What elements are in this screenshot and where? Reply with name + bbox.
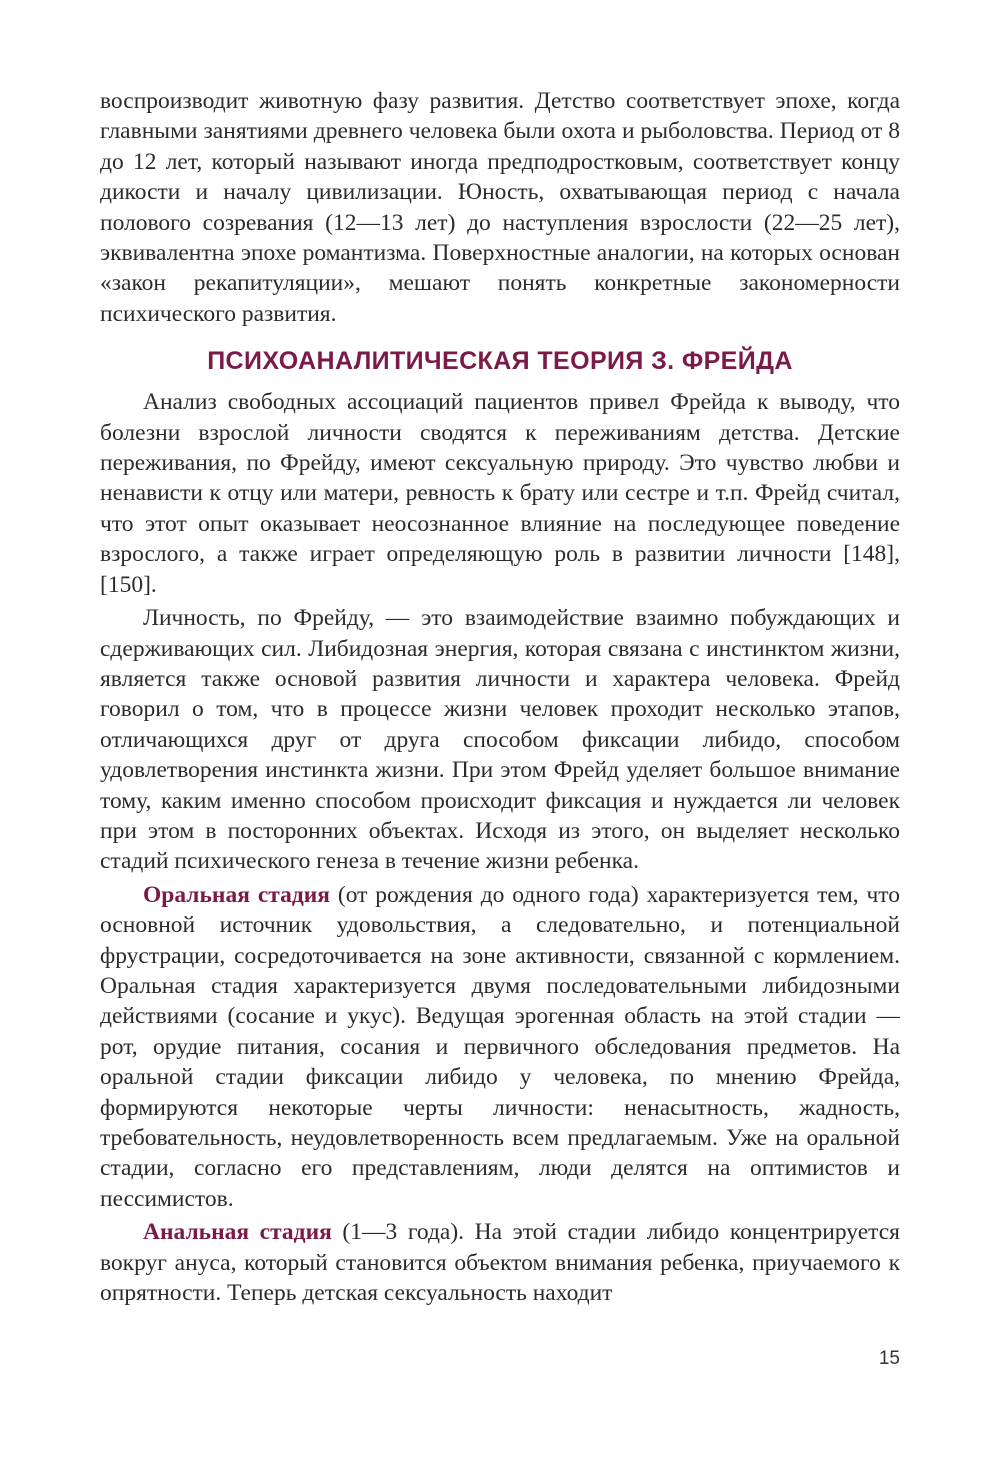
page-body [100,86,900,1311]
oral-stage-term: Оральная стадия [143,881,330,908]
oral-stage-text: (от рождения до одного года) характеризуется тем, что основной источник удовольствия, а следовательно, и потенциальной фрустрации, сосредоточивается на зоне активности, связанной с кормлением. Оральная стадия характеризуется двумя последовательными либидозными действиями (сосание и укус). Ведущая эрогенная область на этой стадии — рот, орудие питания, сосания и первичного обследования предметов. На оральной стадии фиксации либидо у человека, по мнению Фрейда, формируются некоторые черты личности: ненасытность, жадность, требовательность, неудовлетворенность всем предлагаемым. Уже на оральной стадии, согласно его представлениям, люди делятся на оптимистов и пессимистов. [100,881,900,1212]
anal-stage-text: (1—3 года). На этой стадии либидо концентрируется вокруг ануса, который становится объектом внимания ребенка, приучаемого к опрятности. Теперь детская сексуальность находит [100,1219,900,1307]
intro-paragraph: воспроизводит животную фазу развития. Детство соответствует эпохе, когда главными занятиями древнего человека были охота и рыболовства. Период от 8 до 12 лет, который называют иногда предподростковым, соответствует концу дикости и началу цивилизации. Юность, охватывающая период с начала полового созревания (12—13 лет) до наступления взрослости (22—25 лет), эквивалентна эпохе романтизма. Поверхностные аналогии, на которых основан «закон рекапитуляции», мешают понять конкретные закономерности психического развития. [100,88,900,327]
paragraph-oral-stage [100,880,900,1214]
paragraph-free-associations: Анализ свободных ассоциаций пациентов привел Фрейда к выводу, что болезни взрослой личности сводятся к переживаниям детства. Детские переживания, по Фрейду, имеют сексуальную природу. Это чувство любви и ненависти к отцу или матери, ревность к брату или сестре и т.п. Фрейд считал, что этот опыт оказывает неосознанное влияние на последующее поведение взрослого, а также играет определяющую роль в развитии личности [148], [150]. [100,389,900,598]
section-heading: ПСИХОАНАЛИТИЧЕСКАЯ ТЕОРИЯ З. ФРЕЙДА [207,347,793,376]
paragraph-anal-stage [100,1217,900,1308]
anal-stage-term: Анальная стадия [143,1219,332,1246]
paragraph-personality: Личность, по Фрейду, — это взаимодействие взаимно побуждающих и сдерживающих сил. Либидозная энергия, которая связана с инстинктом жизни, является также основой развития личности и характера человека. Фрейд говорил о том, что в процессе жизни человек проходит несколько этапов, отличающихся друг от друга способом фиксации либидо, способом удовлетворения инстинкта жизни. При этом Фрейд уделяет большое внимание тому, каким именно способом происходит фиксация и нуждается ли человек при этом в посторонних объектах. Исходя из этого, он выделяет несколько стадий психического генеза в течение жизни ребенка. [100,605,900,875]
page-number: 15 [878,1348,900,1369]
